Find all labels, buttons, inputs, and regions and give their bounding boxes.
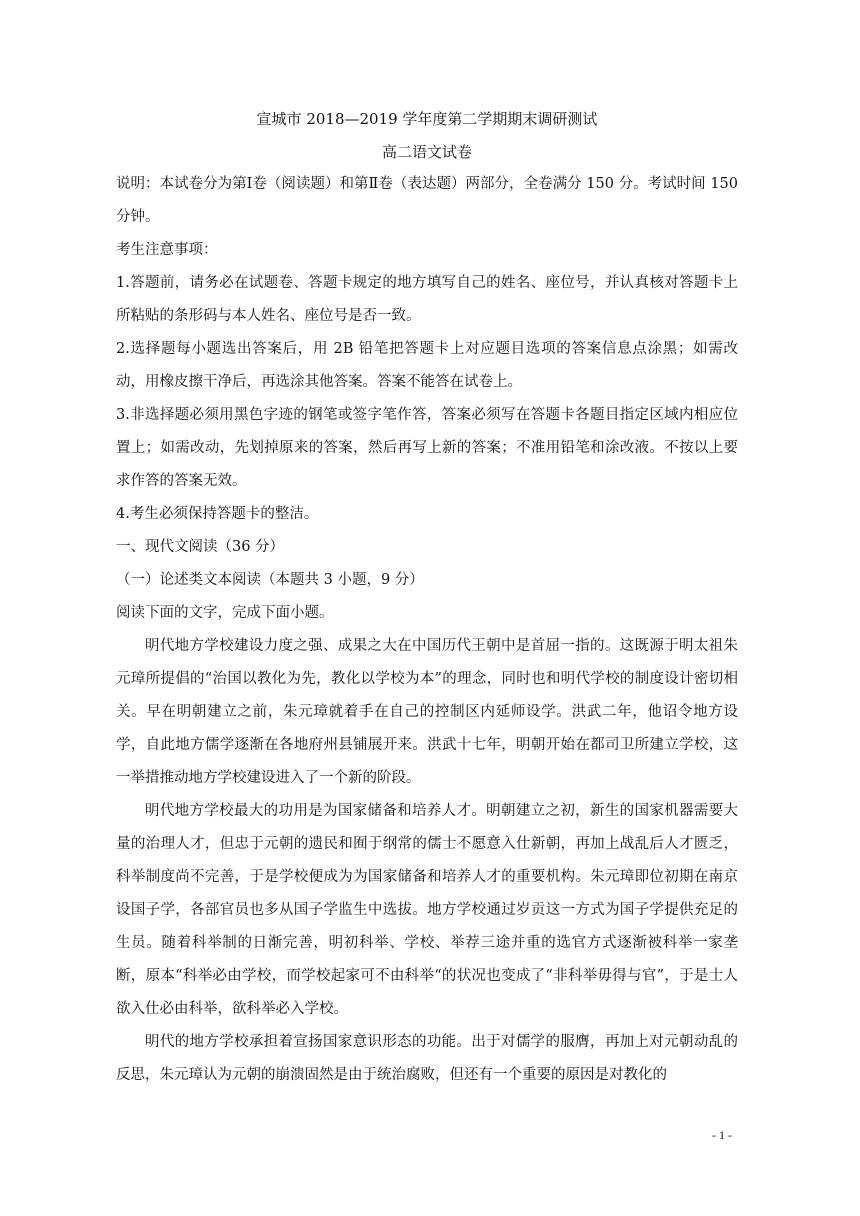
notice-item: 1.答题前，请务必在试题卷、答题卡规定的地方填写自己的姓名、座位号，并认真核对答题卡上所粘贴的条形码与本人姓名、座位号是否一致。 [116,275,738,324]
section-heading: 一、现代文阅读（36 分） [116,539,285,555]
section-subheading: （一）论述类文本阅读（本题共 3 小题，9 分） [116,572,424,588]
exam-subtitle: 高二语文试卷 [381,143,472,161]
exam-title: 宣城市 2018—2019 学年度第二学期期末调研测试 [256,110,598,128]
notice-heading: 考生注意事项： [116,242,218,258]
reading-instruction: 阅读下面的文字，完成下面小题。 [116,605,334,621]
passage-paragraph: 明代地方学校最大的功用是为国家储备和培养人才。明朝建立之初，新生的国家机器需要大量的治理人才，但忠于元朝的遗民和囿于纲常的儒士不愿意入仕新朝，再加上战乱后人才匮乏，科举制度尚不完善，于是学校便成为为国家储备和培养人才的重要机构。朱元璋即位初期在南京设国子学，各部官员也多从国子学监生中选拔。地方学校通过岁贡这一方式为国子学提供充足的生员。随着科举制的日渐完善，明初科举、学校、举荐三途并重的选官方式逐渐被科举一家垄断，原本“科举必由学校，而学校起家可不由科举“的状况也变成了“非科举毋得与官”，于是士人欲入仕必由科举，欲科举必入学校。 [116,803,738,1017]
exam-page [116,108,738,1092]
exam-description: 说明：本试卷分为第Ⅰ卷（阅读题）和第Ⅱ卷（表达题）两部分，全卷满分 150 分。考试时间 150 分钟。 [116,176,738,225]
passage-paragraph: 明代地方学校建设力度之强、成果之大在中国历代王朝中是首屈一指的。这既源于明太祖朱元璋所提倡的“治国以教化为先，教化以学校为本”的理念，同时也和明代学校的制度设计密切相关。早在明朝建立之前，朱元璋就着手在自己的控制区内延师设学。洪武二年，他诏令地方设学，自此地方儒学逐渐在各地府州县铺展开来。洪武十七年，明朝开始在都司卫所建立学校，这一举措推动地方学校建设进入了一个新的阶段。 [116,638,738,786]
notice-item: 2.选择题每小题选出答案后，用 2B 铅笔把答题卡上对应题目选项的答案信息点涂黑；如需改动，用橡皮擦干净后，再选涂其他答案。答案不能答在试卷上。 [116,341,738,390]
notice-item: 4.考生必须保持答题卡的整洁。 [116,506,319,522]
passage-paragraph: 明代的地方学校承担着宣扬国家意识形态的功能。出于对儒学的服膺，再加上对元朝动乱的反思，朱元璋认为元朝的崩溃固然是由于统治腐败，但还有一个重要的原因是对教化的 [116,1034,738,1083]
notice-item: 3.非选择题必须用黑色字迹的钢笔或签字笔作答，答案必须写在答题卡各题目指定区域内相应位置上；如需改动，先划掉原来的答案，然后再写上新的答案；不准用铅笔和涂改液。不按以上要求作答的答案无效。 [116,407,738,489]
page-number: - 1 - [712,1128,732,1142]
